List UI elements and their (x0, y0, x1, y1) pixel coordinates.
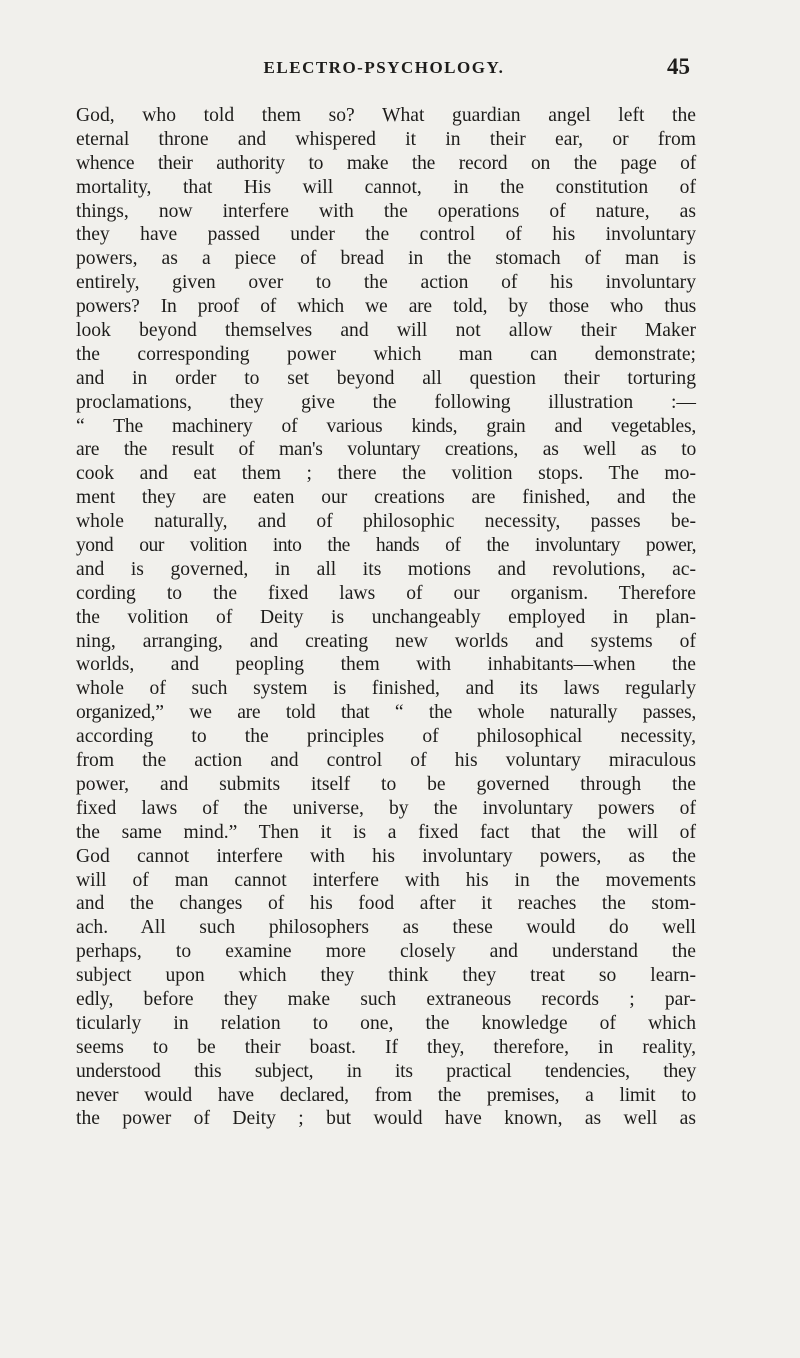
text-line: look beyond themselves and will not allow their Maker (76, 320, 696, 342)
text-line: God cannot interfere with his involuntary powers, as the (76, 845, 696, 867)
text-line: perhaps, to examine more closely and understand the (76, 941, 696, 963)
text-line: and in order to set beyond all question their torturing (76, 367, 696, 389)
running-title: ELECTRO-PSYCHOLOGY. (263, 58, 505, 77)
text-line: proclamations, they give the following illustration :— (76, 391, 696, 413)
text-line: they have passed under the control of his involuntary (76, 224, 696, 246)
text-line: ning, arranging, and creating new worlds and systems of (76, 630, 696, 652)
text-line: understood this subject, in its practical tendencies, they (76, 1060, 696, 1082)
text-line: ach. All such philosophers as these would do well (76, 917, 696, 939)
text-line: whole of such system is finished, and its laws regularly (76, 678, 696, 700)
text-line: organized,” we are told that “ the whole naturally passes, (76, 702, 696, 724)
text-line: powers? In proof of which we are told, by those who thus (76, 296, 696, 318)
text-line: the volition of Deity is unchangeably employed in plan- (76, 606, 696, 628)
text-line: subject upon which they think they treat so learn- (76, 965, 696, 987)
text-line: the same mind.” Then it is a fixed fact that the will of (76, 821, 696, 843)
text-line: things, now interfere with the operations of nature, as (76, 200, 696, 222)
text-line: powers, as a piece of bread in the stomach of man is (76, 248, 696, 270)
text-line: power, and submits itself to be governed through the (76, 773, 696, 795)
text-line: whole naturally, and of philosophic necessity, passes be- (76, 511, 696, 533)
text-line: entirely, given over to the action of his involuntary (76, 272, 696, 294)
text-line: and is governed, in all its motions and revolutions, ac- (76, 558, 696, 580)
text-line: from the action and control of his voluntary miraculous (76, 750, 696, 772)
text-line: seems to be their boast. If they, therefore, in reality, (76, 1036, 696, 1058)
running-head (78, 54, 690, 88)
text-line: mortality, that His will cannot, in the constitution of (76, 176, 696, 198)
text-line: ticularly in relation to one, the knowledge of which (76, 1012, 696, 1034)
body-text (76, 104, 696, 1131)
text-line: edly, before they make such extraneous records ; par- (76, 988, 696, 1010)
text-line: according to the principles of philosophical necessity, (76, 726, 696, 748)
text-line: God, who told them so? What guardian angel left the (76, 105, 696, 126)
text-line: cook and eat them ; there the volition stops. The mo- (76, 463, 696, 485)
text-line: fixed laws of the universe, by the involuntary powers of (76, 797, 696, 819)
text-line: eternal throne and whispered it in their ear, or from (76, 128, 696, 150)
text-line: cording to the fixed laws of our organism. Therefore (76, 582, 696, 604)
text-line: whence their authority to make the record on the page of (76, 152, 696, 174)
text-line: yond our volition into the hands of the involuntary power, (76, 535, 696, 557)
text-line: and the changes of his food after it reaches the stom- (76, 893, 696, 915)
text-line: never would have declared, from the premises, a limit to (76, 1084, 696, 1106)
text-line: the power of Deity ; but would have known, as well as (76, 1108, 696, 1130)
page-number: 45 (667, 54, 690, 79)
text-line: ment they are eaten our creations are finished, and the (76, 487, 696, 509)
text-line: “ The machinery of various kinds, grain and vegetables, (76, 415, 696, 437)
text-line: the corresponding power which man can demonstrate; (76, 343, 696, 365)
text-line: worlds, and peopling them with inhabitants—when the (76, 654, 696, 676)
text-line: are the result of man's voluntary creations, as well as to (76, 439, 696, 461)
text-line: will of man cannot interfere with his in the movements (76, 869, 696, 891)
